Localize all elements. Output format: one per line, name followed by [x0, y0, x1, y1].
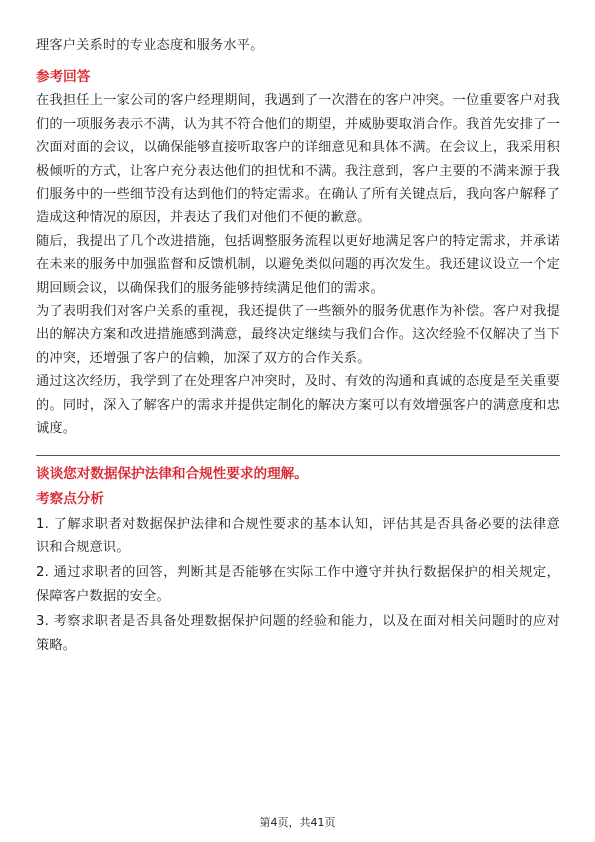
answer-paragraph: 在我担任上一家公司的客户经理期间，我遇到了一次潜在的客户冲突。一位重要客户对我们的一项服务表示不满，认为其不符合他们的期望，并威胁要取消合作。我首先安排了一次面对面的会议，以确保能够直接听取客户的详细意见和具体不满。在会议上，我采用积极倾听的方式，让客户充分表达他们的担忧和不满。我注意到，客户主要的不满来源于我们服务中的一些细节没有达到他们的特定需求。在确认了所有关键点后，我向客户解释了造成这种情况的原因，并表达了我们对他们不便的歉意。	[36, 93, 560, 226]
analysis-item: 1. 了解求职者对数据保护法律和合规性要求的基本认知，评估其是否具备必要的法律意识和合规意识。	[36, 516, 560, 555]
question-title: 谈谈您对数据保护法律和合规性要求的理解。	[36, 465, 308, 482]
section-divider	[36, 455, 560, 456]
intro-line: 理客户关系时的专业态度和服务水平。	[36, 38, 264, 53]
reference-answer-heading: 参考回答	[36, 69, 91, 86]
analysis-item: 3. 考察求职者是否具备处理数据保护问题的经验和能力，以及在面对相关问题时的应对策略。	[36, 614, 560, 653]
page-content	[36, 34, 560, 659]
analysis-heading: 考察点分析	[36, 490, 104, 507]
answer-paragraph: 为了表明我们对客户关系的重视，我还提供了一些额外的服务优惠作为补偿。客户对我提出的解决方案和改进措施感到满意，最终决定继续与我们合作。这次经验不仅解决了当下的冲突，还增强了客户的信赖，加深了双方的合作关系。	[36, 304, 560, 366]
answer-paragraph: 随后，我提出了几个改进措施，包括调整服务流程以更好地满足客户的特定需求，并承诺在未来的服务中加强监督和反馈机制，以避免类似问题的再次发生。我还建议设立一个定期回顾会议，以确保我们的服务能够持续满足他们的需求。	[36, 233, 560, 296]
page-number: 第4页，共41页	[259, 816, 336, 829]
answer-paragraph: 通过这次经历，我学到了在处理客户冲突时，及时、有效的沟通和真诚的态度是至关重要的。同时，深入了解客户的需求并提供定制化的解决方案可以有效增强客户的满意度和忠诚度。	[36, 374, 560, 437]
analysis-item: 2. 通过求职者的回答，判断其是否能够在实际工作中遵守并执行数据保护的相关规定，保障客户数据的安全。	[36, 565, 560, 604]
